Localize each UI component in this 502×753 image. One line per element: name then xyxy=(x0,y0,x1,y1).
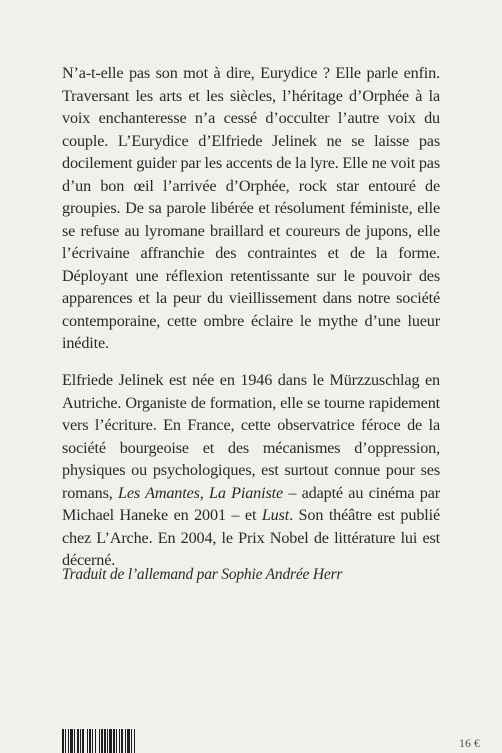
price-label: 16 € xyxy=(459,736,480,750)
translator-credit: Traduit de l’allemand par Sophie Andrée Herr xyxy=(62,566,343,583)
author-bio-paragraph xyxy=(62,369,440,572)
blurb-paragraph xyxy=(62,62,440,355)
barcode xyxy=(62,729,170,753)
bio-text-part2: – adapté au cinéma par Michael Haneke en 2001 – et xyxy=(62,483,440,524)
book-title-lust: Lust xyxy=(261,506,290,524)
bio-text-part1: Elfriede Jelinek est née en 1946 dans le Mürzzuschlag en Autriche. Organiste de formation, elle se tourne rapidement vers l’écriture. En France, cette observatrice féroce de la société bourgeoise et des mécanismes d’oppression, physiques ou psychologiques, est surtout connue pour ses romans, xyxy=(62,371,440,502)
book-title-la-pianiste: La Pianiste xyxy=(209,483,283,502)
barcode-bar xyxy=(135,729,136,753)
bio-separator: , xyxy=(199,483,210,502)
book-title-les-amantes: Les Amantes xyxy=(118,483,200,502)
bio-text-part3: . Son théâtre est publié chez L’Arche. En 2004, le Prix Nobel de littérature lui est décerné. xyxy=(62,506,440,569)
blurb-text: N’a-t-elle pas son mot à dire, Eurydice ? Elle parle enfin. Traversant les arts et les siècles, l’héritage d’Orphée à la voix enchanteresse n’a cessé d’occulter l’autre voix du couple. L’Eurydice d’Elfriede Jelinek ne se laisse pas docilement guider par les accents de la lyre. Elle ne voit pas d’un bon œil l’arrivée d’Orphée, rock star entouré de groupies. De sa parole libérée et résolument féministe, elle se refuse au lyromane braillard et coureurs de jupons, elle l’écrivaine affranchie des contraintes et de la forme. Déployant une réflexion retentissante sur le pouvoir des apparences et la peur du vieillissement dans notre société contemporaine, cette ombre éclaire le mythe d’une lueur inédite. xyxy=(62,64,440,352)
